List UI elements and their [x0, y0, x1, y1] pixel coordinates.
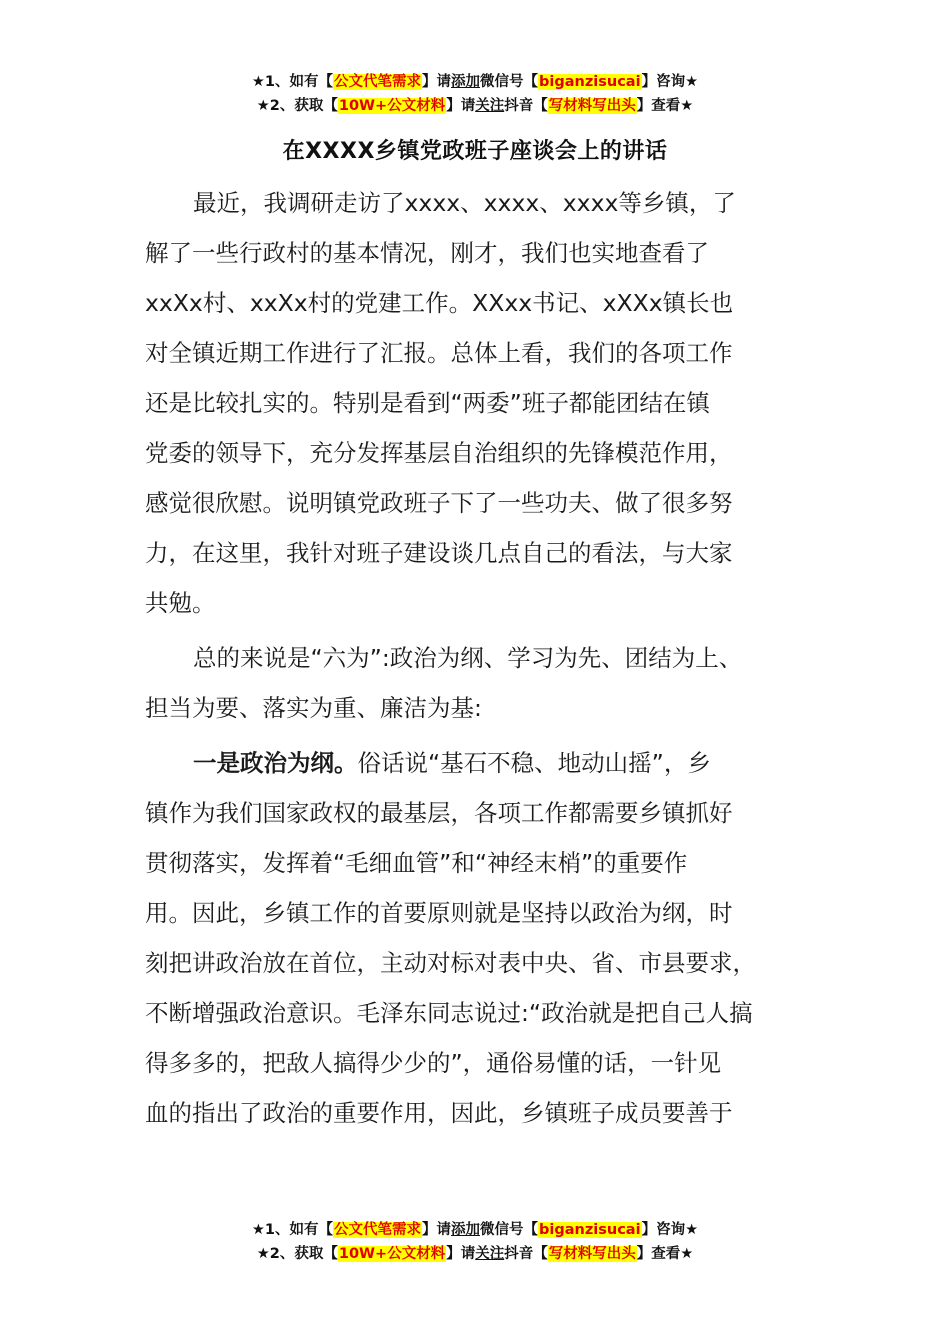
text-line: 解了一些行政村的基本情况，刚才，我们也实地查看了	[145, 239, 709, 267]
promo-line-1	[0, 70, 950, 94]
text-line: 担当为要、落实为重、廉洁为基:	[145, 694, 482, 722]
text-span: 俗话说“基石不稳、地动山摇”，乡	[357, 749, 711, 777]
promo-highlight: 10W+公文材料	[338, 98, 446, 114]
text-line: 还是比较扎实的。特别是看到“两委”班子都能团结在镇	[145, 389, 710, 417]
document-title: 在XXXX乡镇党政班子座谈会上的讲话	[282, 139, 668, 164]
text-line: 感觉很欣慰。说明镇党政班子下了一些功夫、做了很多努	[145, 489, 733, 517]
text-line: 总的来说是“六为”:政治为纲、学习为先、团结为上、	[193, 644, 743, 672]
promo-text: 】请	[446, 1246, 476, 1262]
promo-text: 】查看★	[636, 1246, 694, 1262]
text-line: 对全镇近期工作进行了汇报。总体上看，我们的各项工作	[145, 339, 733, 367]
text-line: 力，在这里，我针对班子建设谈几点自己的看法，与大家	[145, 539, 733, 567]
promo-highlight: 公文代笔需求	[334, 74, 422, 90]
text-line: 党委的领导下，充分发挥基层自治组织的先锋模范作用，	[145, 439, 733, 467]
promo-text: 抖音【	[504, 1246, 548, 1262]
text-line: 得多多的，把敌人搞得少少的”，通俗易懂的话，一针见	[145, 1049, 722, 1077]
promo-underlined: 添加	[451, 1222, 481, 1238]
text-line: 不断增强政治意识。毛泽东同志说过:“政治就是把自己人搞	[145, 999, 753, 1027]
text-line: 镇作为我们国家政权的最基层，各项工作都需要乡镇抓好	[145, 799, 733, 827]
section-lead: 一是政治为纲。	[193, 749, 358, 777]
promo-text: ★2、获取【	[256, 1246, 338, 1262]
promo-underlined: 关注	[475, 98, 505, 114]
text-line: 最近，我调研走访了xxxx、xxxx、xxxx等乡镇，了	[193, 189, 736, 217]
promo-text: ★2、获取【	[256, 98, 338, 114]
promo-highlight: 10W+公文材料	[338, 1246, 446, 1262]
text-line: 贯彻落实，发挥着“毛细血管”和“神经末梢”的重要作	[145, 849, 688, 877]
text-line: 用。因此，乡镇工作的首要原则就是坚持以政治为纲，时	[145, 899, 733, 927]
paragraph-2	[145, 633, 810, 733]
promo-text: 微信号【	[480, 1222, 539, 1238]
promo-highlight: 公文代笔需求	[334, 1222, 422, 1238]
promo-line-2	[0, 1242, 950, 1266]
promo-text: 抖音【	[504, 98, 548, 114]
text-line: 共勉。	[145, 589, 216, 617]
text-line	[145, 738, 810, 788]
promo-text: 】请	[422, 74, 452, 90]
promo-banner-bottom	[0, 1218, 950, 1266]
text-line: 血的指出了政治的重要作用，因此，乡镇班子成员要善于	[145, 1099, 733, 1127]
paragraph-1	[145, 178, 810, 628]
wechat-id-highlight: biganzisucai	[539, 1222, 641, 1238]
promo-underlined: 添加	[451, 74, 481, 90]
promo-line-2	[0, 94, 950, 118]
document-body	[145, 178, 810, 1138]
text-line: xxXx村、xxXx村的党建工作。XXxx书记、xXXx镇长也	[145, 289, 734, 317]
text-line: 刻把讲政治放在首位，主动对标对表中央、省、市县要求，	[145, 949, 756, 977]
promo-line-1	[0, 1218, 950, 1242]
promo-text: ★1、如有【	[251, 74, 334, 90]
promo-text: 】请	[422, 1222, 452, 1238]
promo-banner-top	[0, 70, 950, 118]
wechat-id-highlight: biganzisucai	[539, 74, 641, 90]
promo-text: 】请	[446, 98, 476, 114]
paragraph-3	[145, 738, 810, 1138]
promo-text: 】咨询★	[641, 1222, 699, 1238]
promo-text: 】咨询★	[641, 74, 699, 90]
promo-underlined: 关注	[475, 1246, 505, 1262]
promo-text: 微信号【	[480, 74, 539, 90]
promo-text: ★1、如有【	[251, 1222, 334, 1238]
douyin-id-highlight: 写材料写出头	[548, 1246, 636, 1262]
promo-text: 】查看★	[636, 98, 694, 114]
douyin-id-highlight: 写材料写出头	[548, 98, 636, 114]
